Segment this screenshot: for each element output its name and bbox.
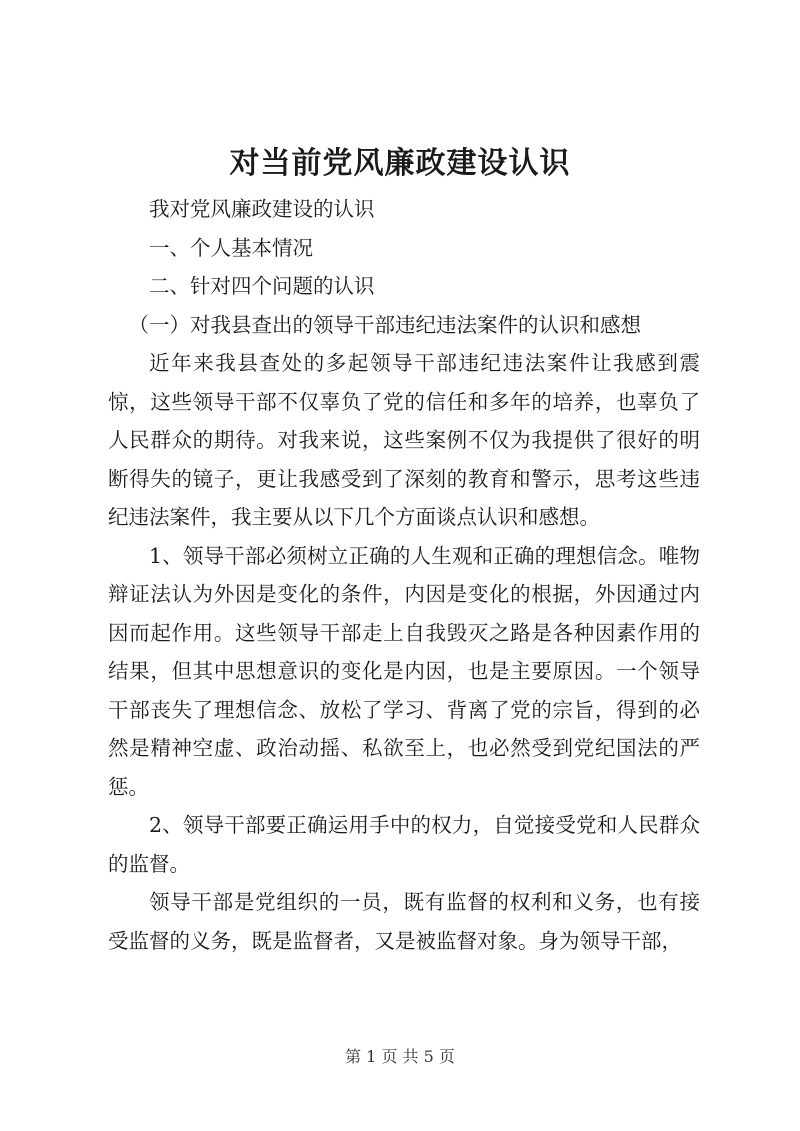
page-title: 对当前党风廉政建设认识: [229, 146, 571, 181]
paragraph: 我对党风廉政建设的认识: [149, 197, 375, 221]
paragraph: 2、领导干部要正确运用手中的权力，自觉接受党和人民群众的监督。: [108, 813, 700, 876]
paragraph: 一、个人基本情况: [149, 235, 313, 260]
paragraph: 领导干部是党组织的一员，既有监督的权利和义务，也有接受监督的义务，既是监督者，又是被监督对象。身为领导干部，: [108, 890, 700, 953]
paragraph: 1、领导干部必须树立正确的人生观和正确的理想信念。唯物辩证法认为外因是变化的条件，内因是变化的根据，外因通过内因而起作用。这些领导干部走上自我毁灭之路是各种因素作用的结果，但其中思想意识的变化是内因，也是主要原因。一个领导干部丧失了理想信念、放松了学习、背离了党的宗旨，得到的必然是精神空虚、政治动摇、私欲至上，也必然受到党纪国法的严惩。: [108, 543, 700, 799]
page-footer: 第 1 页 共 5 页: [345, 1047, 455, 1066]
paragraph: 近年来我县查处的多起领导干部违纪违法案件让我感到震惊，这些领导干部不仅辜负了党的信任和多年的培养，也辜负了人民群众的期待。对我来说，这些案例不仅为我提供了很好的明断得失的镜子，更让我感受到了深刻的教育和警示，思考这些违纪违法案件，我主要从以下几个方面谈点认识和感想。: [108, 351, 700, 529]
paragraph: 二、针对四个问题的认识: [149, 274, 375, 298]
paragraph: （一）对我县查出的领导干部违纪违法案件的认识和感想: [128, 312, 641, 337]
document-body: [108, 190, 700, 960]
